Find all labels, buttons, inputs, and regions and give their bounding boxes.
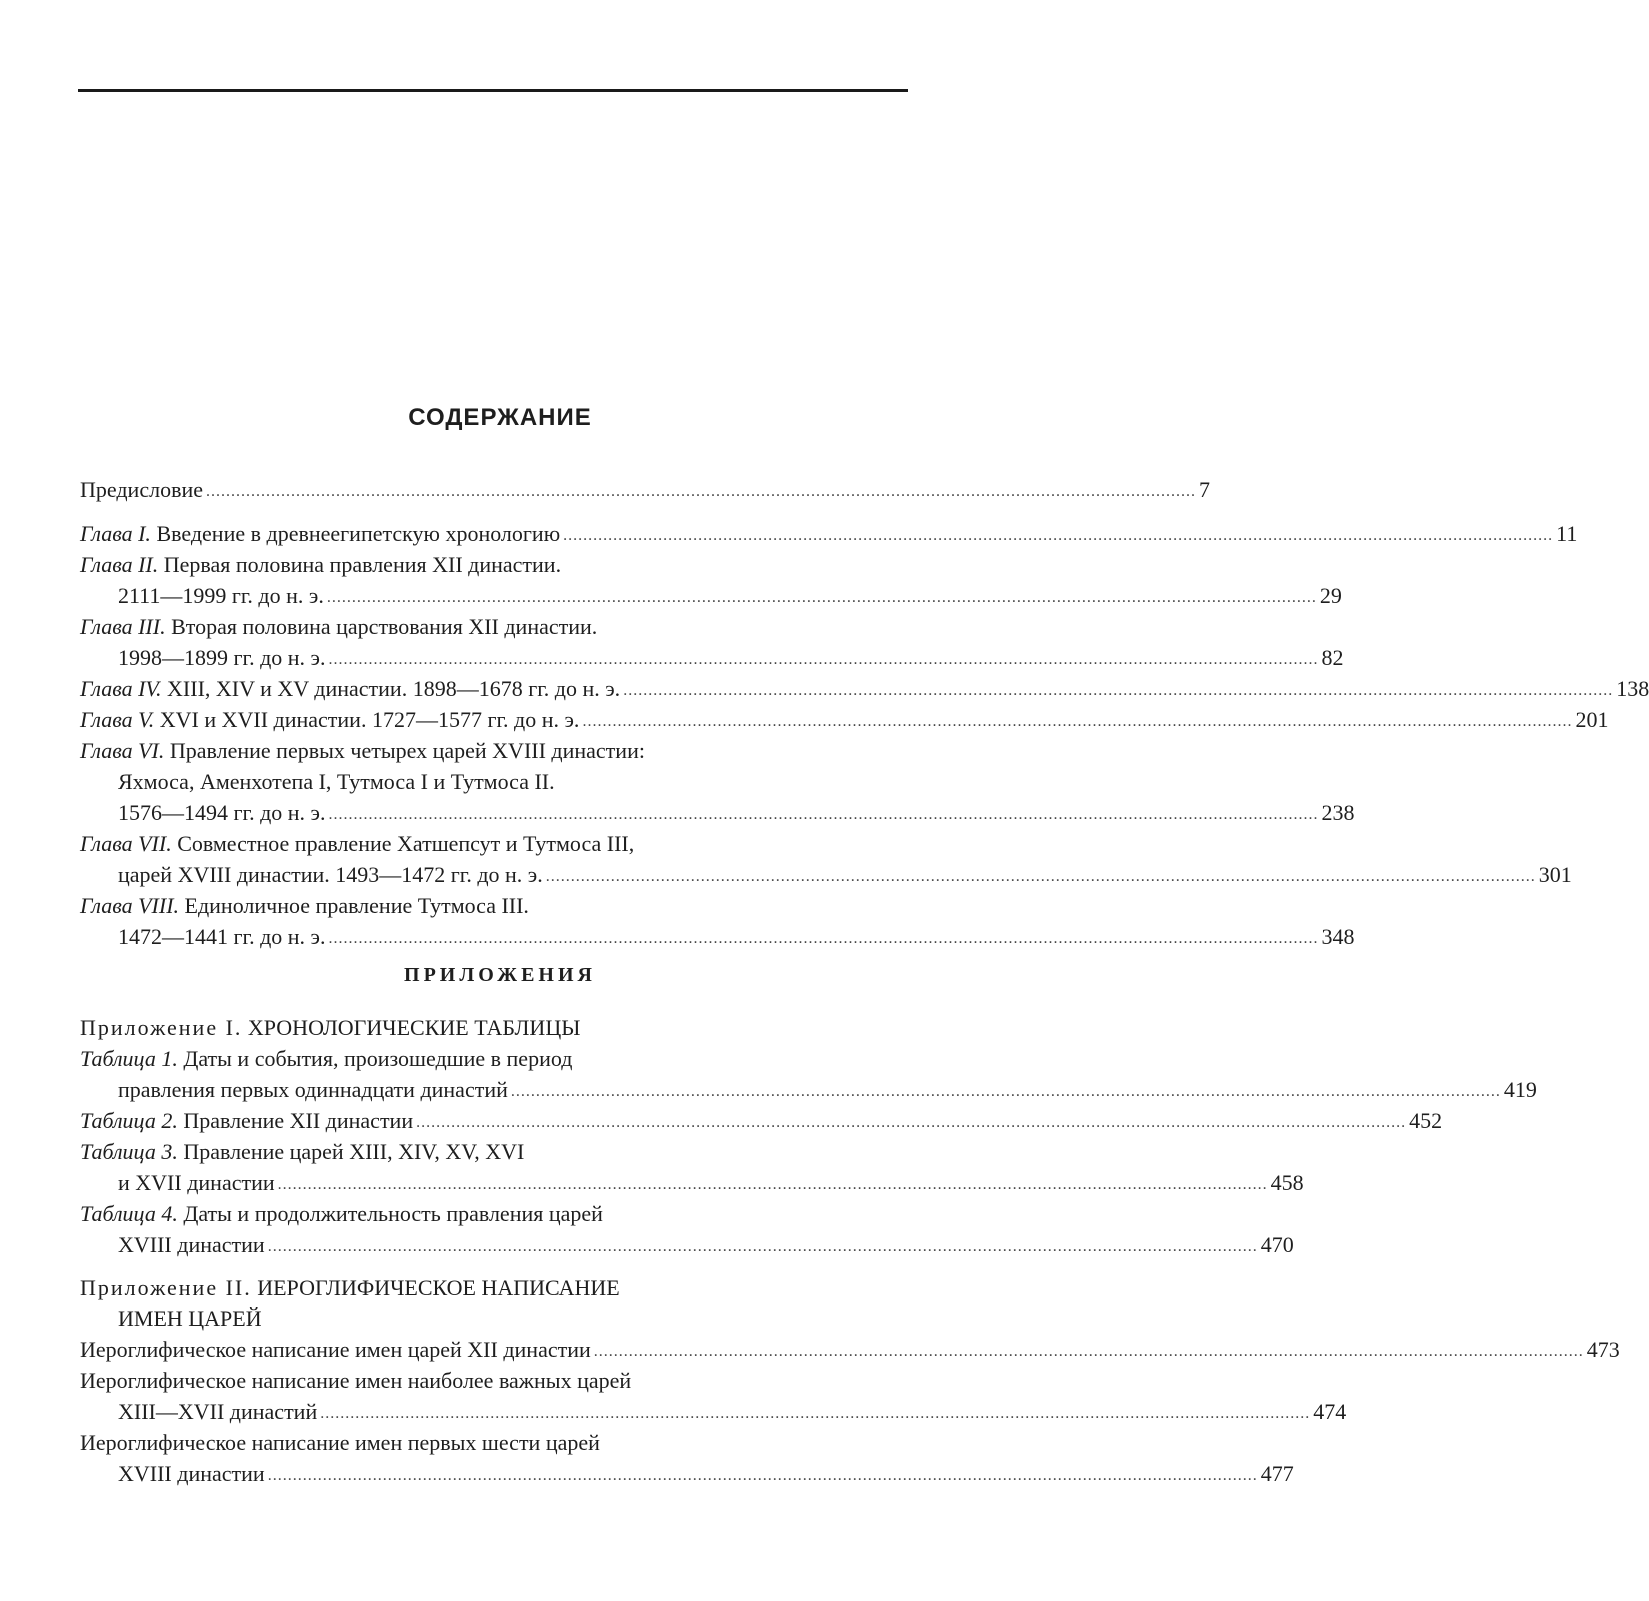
leader-dots: ...................................................................................................................................................................................................... bbox=[593, 1343, 1584, 1360]
appendices-heading: ПРИЛОЖЕНИЯ bbox=[404, 964, 596, 986]
entry-text: Иероглифическое написание имен первых шести царей bbox=[80, 1430, 600, 1455]
toc-entry-table-3[interactable] bbox=[80, 1136, 910, 1168]
leader-dots: ...................................................................................................................................................................................................... bbox=[328, 930, 1319, 947]
toc-entry-hieroglyph-2[interactable] bbox=[80, 1365, 910, 1397]
toc-entry-table-4-cont[interactable] bbox=[118, 1229, 1294, 1261]
entry-text: 1472—1441 гг. до н. э. bbox=[118, 924, 326, 949]
leader-dots: ...................................................................................................................................................................................................... bbox=[328, 806, 1319, 823]
entry-text: Предисловие bbox=[80, 477, 203, 502]
entry-text: правления первых одиннадцати династий bbox=[118, 1077, 508, 1102]
entry-text: Иероглифическое написание имен наиболее важных царей bbox=[80, 1368, 632, 1393]
page-number: 419 bbox=[1503, 1077, 1537, 1102]
chapter-label: Глава III. bbox=[80, 614, 166, 639]
page-number: 477 bbox=[1260, 1461, 1294, 1486]
entry-text: и XVII династии bbox=[118, 1170, 275, 1195]
entry-text: XVI и XVII династии. 1727—1577 гг. до н. э. bbox=[154, 707, 580, 732]
leader-dots: ...................................................................................................................................................................................................... bbox=[206, 483, 1196, 500]
entry-text: Иероглифическое написание имен царей XII династии bbox=[80, 1337, 591, 1362]
entry-text: XVIII династии bbox=[118, 1461, 265, 1486]
appendix-title: ХРОНОЛОГИЧЕСКИЕ ТАБЛИЦЫ bbox=[242, 1015, 581, 1040]
chapter-label: Глава VI. bbox=[80, 738, 165, 763]
chapter-label: Глава VIII. bbox=[80, 893, 180, 918]
entry-text: 1998—1899 гг. до н. э. bbox=[118, 645, 326, 670]
entry-text: Первая половина правления XII династии. bbox=[158, 552, 562, 577]
page-number: 470 bbox=[1260, 1232, 1294, 1257]
leader-dots: ...................................................................................................................................................................................................... bbox=[320, 1405, 1311, 1422]
toc-entry-table-2[interactable] bbox=[80, 1105, 1443, 1137]
entry-text: XVIII династии bbox=[118, 1232, 265, 1257]
table-label: Таблица 4. bbox=[80, 1201, 178, 1226]
entry-text: Даты и события, произошедшие в период bbox=[177, 1046, 573, 1071]
page-number: 473 bbox=[1586, 1337, 1620, 1362]
toc-entry-hieroglyph-1[interactable] bbox=[80, 1334, 1620, 1366]
leader-dots: ...................................................................................................................................................................................................... bbox=[545, 868, 1536, 885]
page-number: 348 bbox=[1321, 924, 1355, 949]
entry-text: Единоличное правление Тутмоса III. bbox=[179, 893, 529, 918]
chapter-label: Глава V. bbox=[80, 707, 155, 732]
appendix-title: ИМЕН ЦАРЕЙ bbox=[118, 1306, 262, 1331]
page-number: 458 bbox=[1270, 1170, 1304, 1195]
leader-dots: ...................................................................................................................................................................................................... bbox=[277, 1176, 1268, 1193]
chapter-label: Глава I. bbox=[80, 521, 151, 546]
appendix-title: ИЕРОГЛИФИЧЕСКОЕ НАПИСАНИЕ bbox=[251, 1275, 620, 1300]
leader-dots: ...................................................................................................................................................................................................... bbox=[328, 651, 1319, 668]
entry-text: царей XVIII династии. 1493—1472 гг. до н. э. bbox=[118, 862, 543, 887]
toc-entry-hieroglyph-3[interactable] bbox=[80, 1427, 910, 1459]
page-number: 7 bbox=[1199, 477, 1210, 502]
page-number: 138 bbox=[1616, 676, 1649, 701]
page-number: 82 bbox=[1321, 645, 1344, 670]
leader-dots: ...................................................................................................................................................................................................... bbox=[267, 1467, 1258, 1484]
leader-dots: ...................................................................................................................................................................................................... bbox=[326, 589, 1317, 606]
toc-entry-table-4[interactable] bbox=[80, 1198, 910, 1230]
entry-text: Совместное правление Хатшепсут и Тутмоса III, bbox=[171, 831, 635, 856]
appendix-prefix: Приложение II. bbox=[80, 1275, 252, 1300]
toc-entry-table-1[interactable] bbox=[80, 1043, 910, 1075]
leader-dots: ...................................................................................................................................................................................................... bbox=[563, 527, 1554, 544]
chapter-label: Глава VII. bbox=[80, 831, 172, 856]
entry-text: Правление первых четырех царей XVIII династии: bbox=[164, 738, 645, 763]
entry-text: 1576—1494 гг. до н. э. bbox=[118, 800, 326, 825]
appendix-2-heading[interactable] bbox=[80, 1272, 910, 1304]
chapter-label: Глава IV. bbox=[80, 676, 162, 701]
appendix-1-heading[interactable] bbox=[80, 1012, 910, 1044]
page-number: 11 bbox=[1556, 521, 1578, 546]
page-number: 201 bbox=[1575, 707, 1609, 732]
toc-entry-table-3-cont[interactable] bbox=[118, 1167, 1304, 1199]
chapter-label: Глава II. bbox=[80, 552, 159, 577]
contents-heading: СОДЕРЖАНИЕ bbox=[408, 404, 592, 431]
entry-text: 2111—1999 гг. до н. э. bbox=[118, 583, 324, 608]
leader-dots: ...................................................................................................................................................................................................... bbox=[510, 1083, 1501, 1100]
leader-dots: ...................................................................................................................................................................................................... bbox=[416, 1114, 1407, 1131]
entry-text: Введение в древнеегипетскую хронологию bbox=[150, 521, 561, 546]
leader-dots: ...................................................................................................................................................................................................... bbox=[267, 1238, 1258, 1255]
leader-dots: ...................................................................................................................................................................................................... bbox=[582, 713, 1573, 730]
table-label: Таблица 3. bbox=[80, 1139, 178, 1164]
page-number: 474 bbox=[1313, 1399, 1347, 1424]
entry-text: Правление XII династии bbox=[177, 1108, 414, 1133]
page-number: 301 bbox=[1538, 862, 1572, 887]
entry-text: Даты и продолжительность правления царей bbox=[177, 1201, 603, 1226]
appendix-prefix: Приложение I. bbox=[80, 1015, 243, 1040]
entry-text: Правление царей XIII, XIV, XV, XVI bbox=[177, 1139, 525, 1164]
entry-text: Вторая половина царствования XII династии. bbox=[165, 614, 598, 639]
appendix-2-heading-cont[interactable] bbox=[118, 1303, 910, 1335]
toc-entry-table-1-cont[interactable] bbox=[118, 1074, 1537, 1106]
page-number: 238 bbox=[1321, 800, 1355, 825]
page-number: 452 bbox=[1409, 1108, 1443, 1133]
entry-text: Яхмоса, Аменхотепа I, Тутмоса I и Тутмоса II. bbox=[118, 769, 555, 794]
table-label: Таблица 2. bbox=[80, 1108, 178, 1133]
toc-entry-hieroglyph-3-cont[interactable] bbox=[118, 1458, 1294, 1490]
entry-text: XIII—XVII династий bbox=[118, 1399, 318, 1424]
entry-text: XIII, XIV и XV династии. 1898—1678 гг. до н. э. bbox=[161, 676, 621, 701]
page-number: 29 bbox=[1319, 583, 1342, 608]
table-label: Таблица 1. bbox=[80, 1046, 178, 1071]
toc-entry-hieroglyph-2-cont[interactable] bbox=[118, 1396, 1347, 1428]
leader-dots: ...................................................................................................................................................................................................... bbox=[623, 682, 1614, 699]
